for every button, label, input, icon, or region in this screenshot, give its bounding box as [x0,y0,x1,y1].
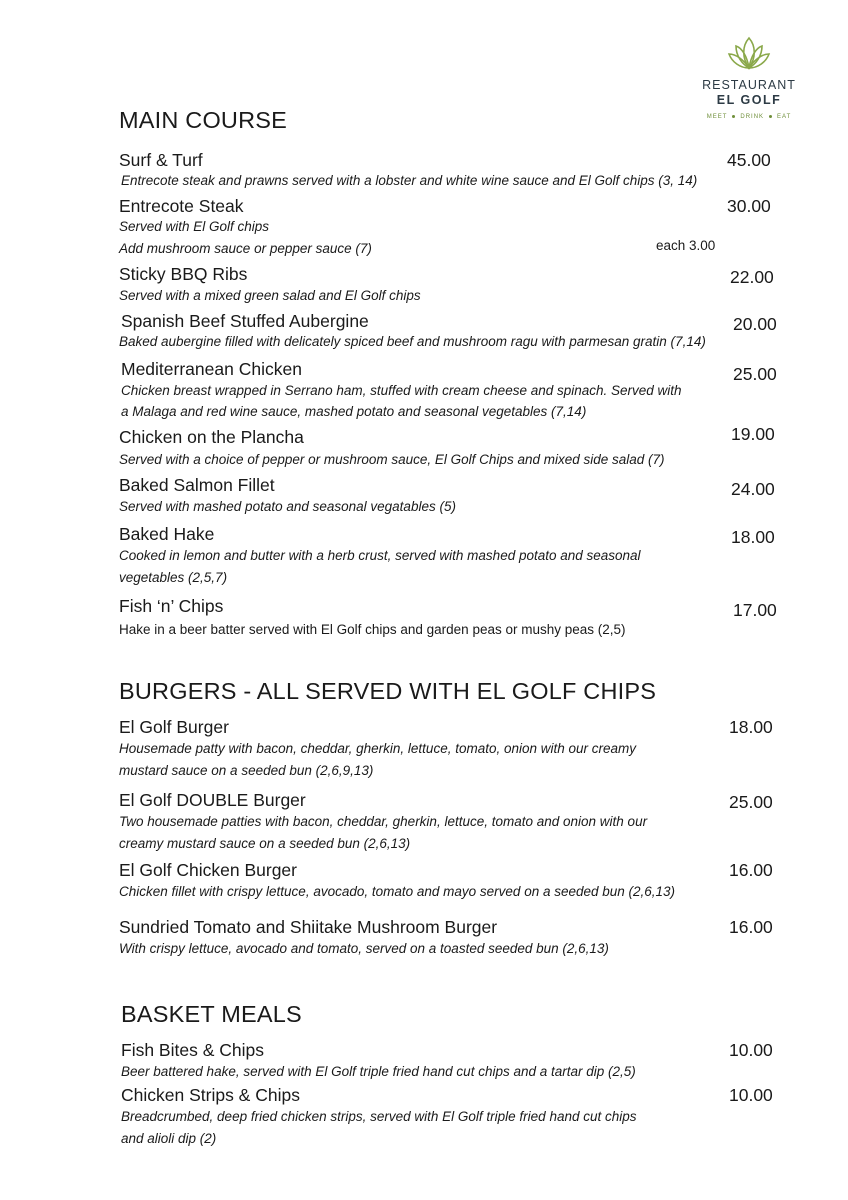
menu-item-description: Served with mashed potato and seasonal vegatables (5) [119,499,456,514]
menu-item-name: Fish ‘n’ Chips [119,596,224,616]
menu-item-price: 10.00 [729,1040,773,1060]
logo-tagline [690,113,808,121]
menu-item-description: Beer battered hake, served with El Golf triple fried hand cut chips and a tartar dip (2,5) [121,1064,636,1079]
menu-item-name: El Golf Chicken Burger [119,860,297,880]
menu-item-name: El Golf Burger [119,717,229,737]
menu-item-name: Sticky BBQ Ribs [119,264,248,284]
menu-item-description: vegetables (2,5,7) [119,570,228,585]
menu-item-description: and alioli dip (2) [121,1131,217,1146]
logo-subtitle: EL GOLF [716,93,782,107]
menu-item-price: 18.00 [731,527,775,547]
menu-item-price: 19.00 [731,424,775,444]
menu-item-name: Mediterranean Chicken [121,359,302,379]
menu-item-description: Breadcrumbed, deep fried chicken strips, served with El Golf triple fried hand cut chips [121,1109,637,1124]
section-title-main-course: MAIN COURSE [119,107,288,133]
menu-item-description: Two housemade patties with bacon, cheddar, gherkin, lettuce, tomato and onion with our [119,814,648,829]
menu-item-price: 45.00 [727,150,771,170]
menu-item-description: a Malaga and red wine sauce, mashed potato and seasonal vegetables (7,14) [121,404,587,419]
tagline-meet: MEET [706,114,728,120]
menu-item-description: creamy mustard sauce on a seeded bun (2,6,13) [119,836,411,851]
menu-item-name: Spanish Beef Stuffed Aubergine [121,311,369,331]
menu-item-name: Fish Bites & Chips [121,1040,264,1060]
logo-name: RESTAURANT [702,78,796,92]
menu-item-description: Housemade patty with bacon, cheddar, gherkin, lettuce, tomato, onion with our creamy [119,741,637,756]
menu-item-price: 16.00 [729,917,773,937]
menu-item-price: 20.00 [733,314,777,334]
menu-item-description: Cooked in lemon and butter with a herb crust, served with mashed potato and seasonal [119,548,641,563]
menu-item-addon-price: each 3.00 [656,238,716,253]
menu-item-price: 10.00 [729,1085,773,1105]
section-title-burgers: BURGERS - ALL SERVED WITH EL GOLF CHIPS [119,678,657,704]
menu-item-name: Surf & Turf [119,150,203,170]
menu-item-description: Served with El Golf chips [119,219,270,234]
menu-item-name: Entrecote Steak [119,196,244,216]
menu-item-price: 30.00 [727,196,771,216]
menu-item-description: Chicken fillet with crispy lettuce, avocado, tomato and mayo served on a seeded bun (2,6,13) [119,884,676,899]
tagline-eat: EAT [777,114,792,120]
menu-item-price: 18.00 [729,717,773,737]
menu-item-name: Sundried Tomato and Shiitake Mushroom Burger [119,917,498,937]
menu-item-name: Baked Salmon Fillet [119,475,275,495]
menu-item-description: Chicken breast wrapped in Serrano ham, stuffed with cream cheese and spinach. Served with [121,383,682,398]
menu-item-name: Chicken on the Plancha [119,427,304,447]
menu-item-price: 25.00 [733,364,777,384]
menu-item-description: With crispy lettuce, avocado and tomato, served on a toasted seeded bun (2,6,13) [119,941,609,956]
restaurant-logo [690,34,808,121]
section-title-basket-meals: BASKET MEALS [121,1001,302,1027]
menu-item-description: Served with a mixed green salad and El Golf chips [119,288,421,303]
menu-item-description: Baked aubergine filled with delicately spiced beef and mushroom ragu with parmesan gratin (7,14) [119,334,706,349]
menu-item-price: 22.00 [730,267,774,287]
menu-item-price: 17.00 [733,600,777,620]
lotus-leaf-icon [726,34,772,74]
menu-item-name: Chicken Strips & Chips [121,1085,300,1105]
menu-item-price: 25.00 [729,792,773,812]
menu-item-description: Served with a choice of pepper or mushroom sauce, El Golf Chips and mixed side salad (7) [119,452,665,467]
tagline-drink: DRINK [740,114,765,120]
menu-item-description: Add mushroom sauce or pepper sauce (7) [119,241,372,256]
menu-item-description: Entrecote steak and prawns served with a lobster and white wine sauce and El Golf chips (3, 14) [121,173,698,188]
menu-item-description: Hake in a beer batter served with El Golf chips and garden peas or mushy peas (2,5) [119,622,626,637]
menu-item-price: 24.00 [731,479,775,499]
menu-item-name: El Golf DOUBLE Burger [119,790,306,810]
menu-item-description: mustard sauce on a seeded bun (2,6,9,13) [119,763,374,778]
menu-item-price: 16.00 [729,860,773,880]
menu-item-name: Baked Hake [119,524,215,544]
